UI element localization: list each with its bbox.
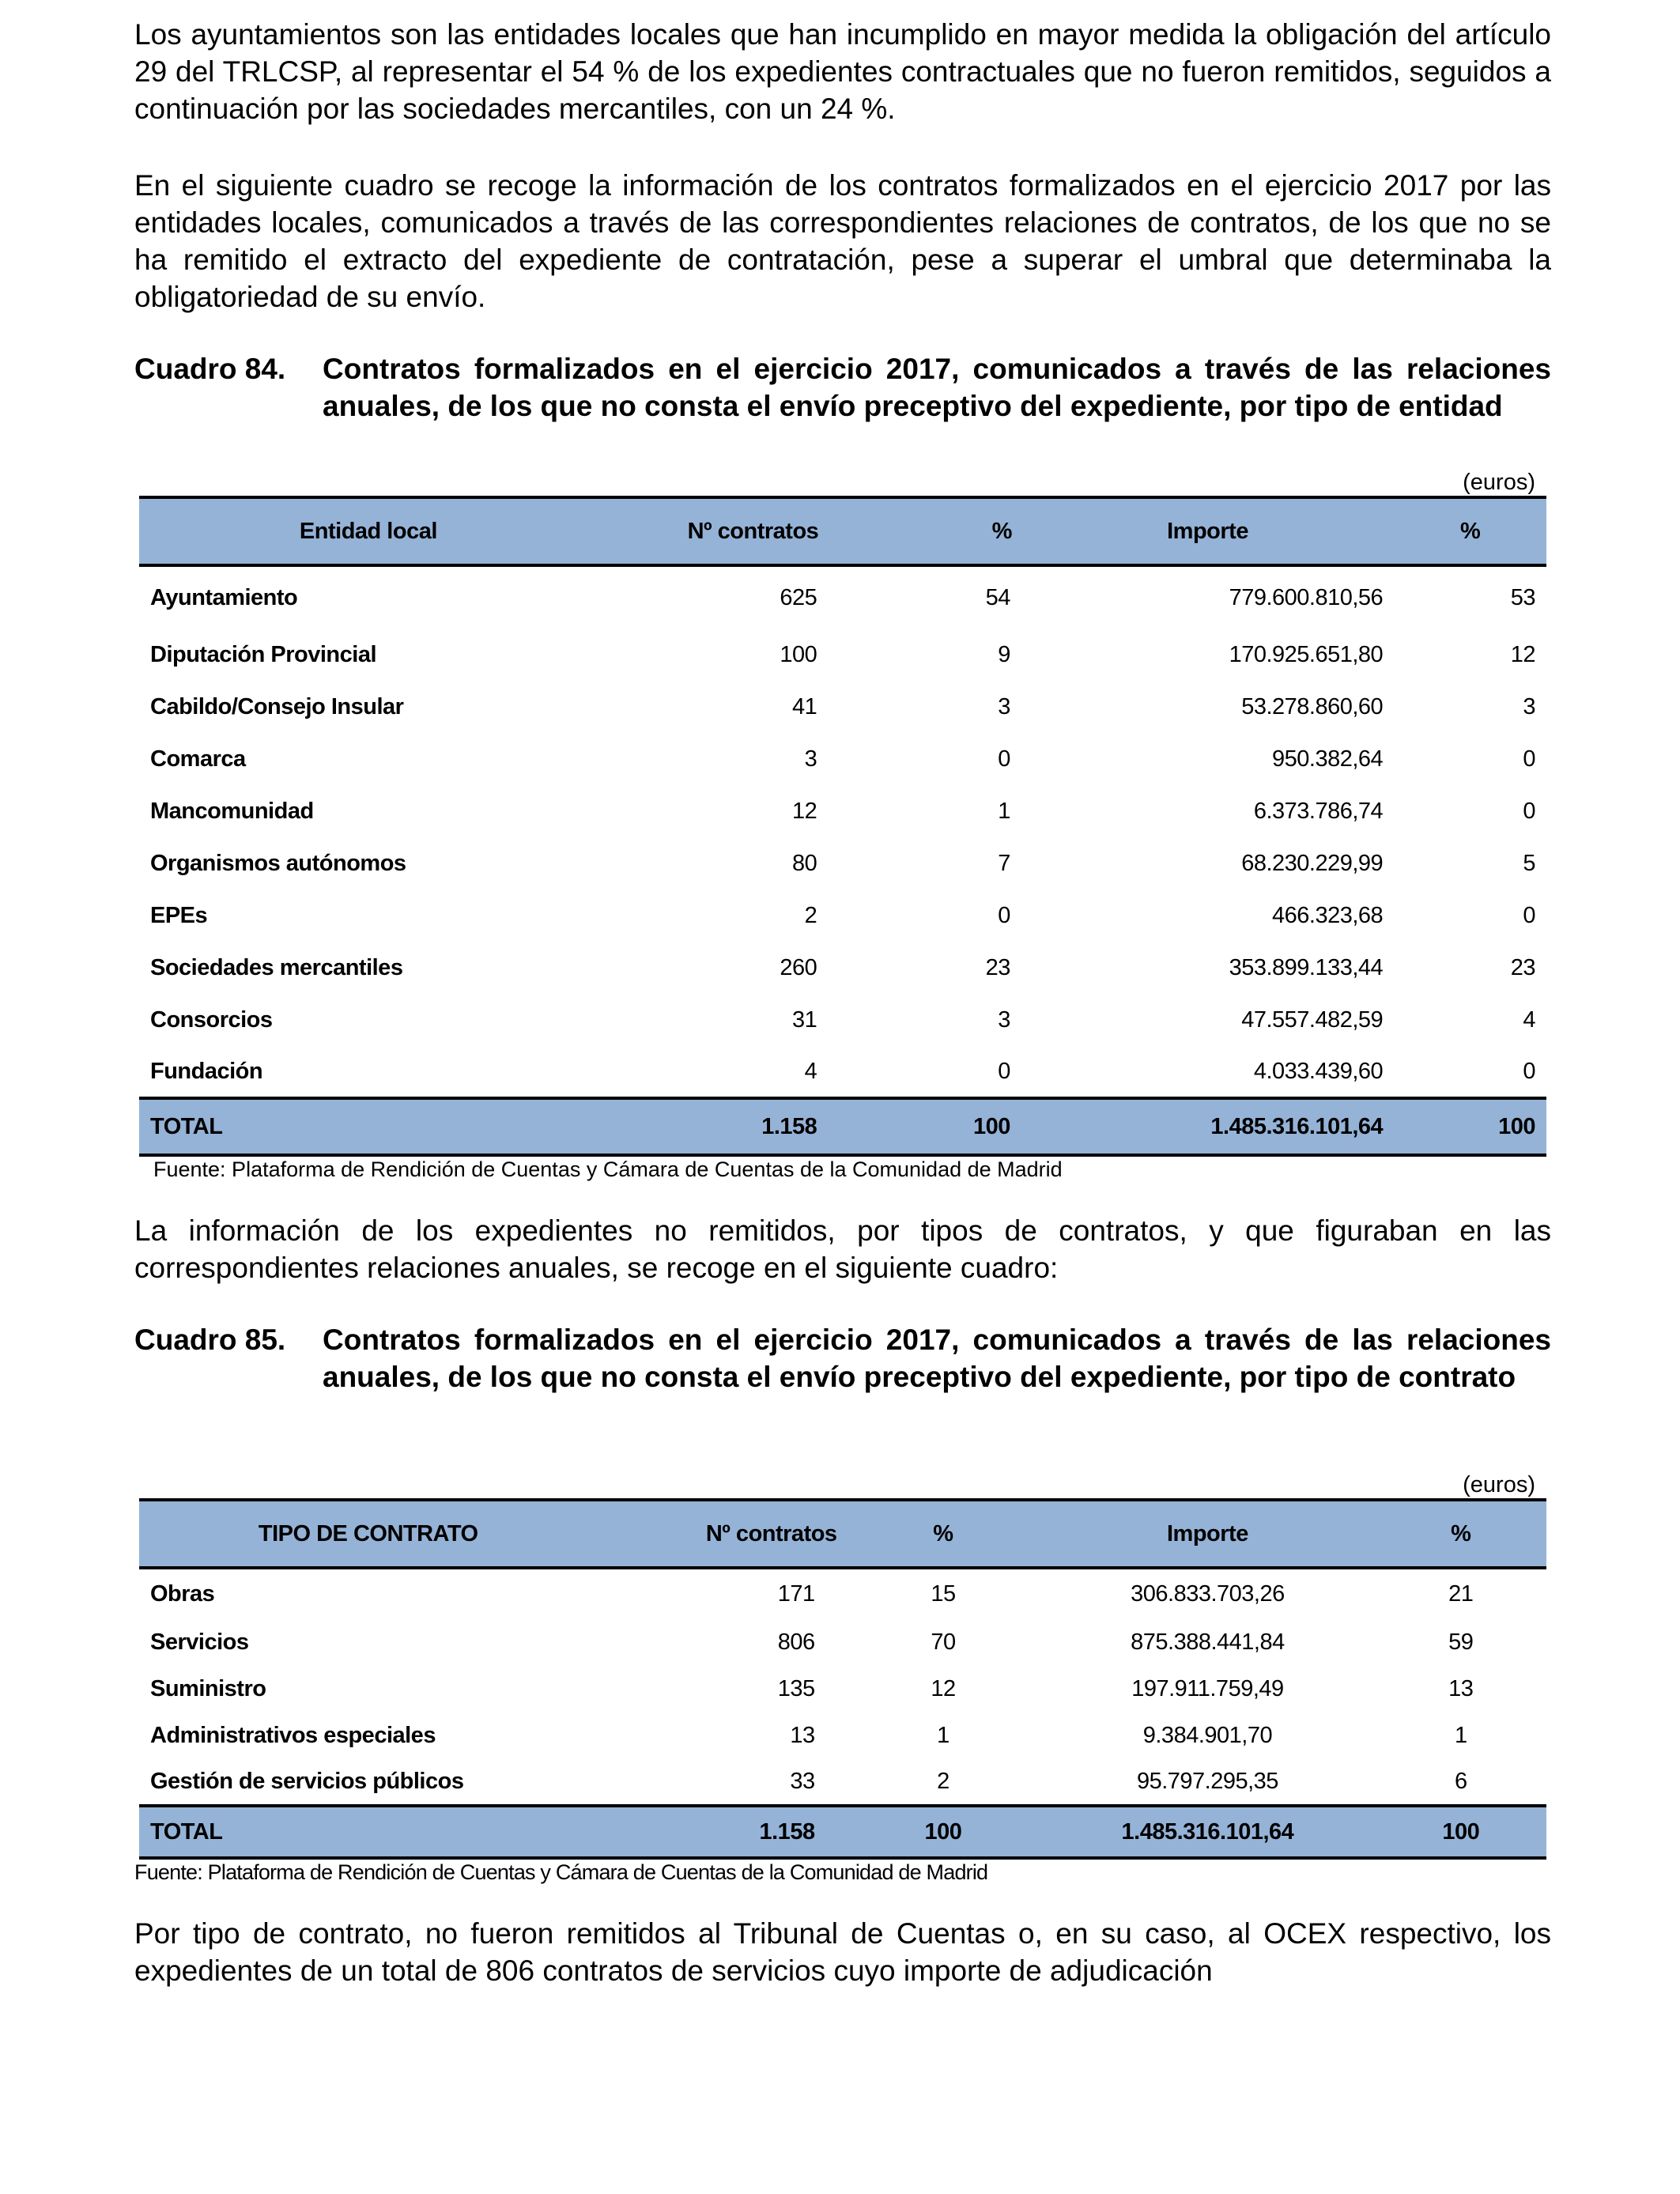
amount: 353.899.133,44 xyxy=(1229,954,1384,980)
amount: 6.373.786,74 xyxy=(1253,798,1384,824)
amount-pct: 0 xyxy=(1523,902,1535,928)
table-84-caption-number: Cuadro 84. xyxy=(134,353,286,385)
contracts-pct: 12 xyxy=(931,1676,956,1701)
col-header-pct-importe: % xyxy=(1394,497,1546,565)
col-header-pct-importe: % xyxy=(1376,1500,1546,1568)
row-label: EPEs xyxy=(150,902,208,928)
table-row xyxy=(139,889,1546,942)
row-label: Organismos autónomos xyxy=(150,850,406,876)
table-84-body xyxy=(139,565,1546,1155)
paragraph-3: La información de los expedientes no remitidos, por tipos de contratos, y que figuraban en las correspondientes relaciones anuales, se recoge en el siguiente cuadro: xyxy=(134,1214,1551,1284)
amount: 779.600.810,56 xyxy=(1229,584,1384,610)
table-85-caption-text: Contratos formalizados en el ejercicio 2017, comunicados a través de las relaciones anuales, de los que no consta el envío preceptivo del expediente, por tipo de contrato xyxy=(323,1324,1551,1393)
contracts-count: 171 xyxy=(777,1581,815,1607)
amount: 875.388.441,84 xyxy=(1131,1629,1285,1655)
table-row xyxy=(139,565,1546,629)
amount-pct: 53 xyxy=(1510,584,1535,610)
contracts-pct: 1 xyxy=(937,1723,949,1748)
row-label: Ayuntamiento xyxy=(150,584,298,610)
table-84 xyxy=(139,496,1546,1157)
contracts-pct: 23 xyxy=(985,954,1010,980)
total-amount: 1.485.316.101,64 xyxy=(1040,1806,1375,1858)
table-84-source: Fuente: Plataforma de Rendición de Cuentas y Cámara de Cuentas de la Comunidad de Madrid xyxy=(153,1157,1063,1181)
row-label: Administrativos especiales xyxy=(150,1723,436,1748)
contracts-count: 13 xyxy=(790,1723,815,1748)
col-header-pct-contratos: % xyxy=(828,497,1021,565)
col-header-pct-contratos: % xyxy=(847,1500,1040,1568)
contracts-pct: 9 xyxy=(998,641,1010,667)
contracts-count: 260 xyxy=(780,954,817,980)
col-header-importe: Importe xyxy=(1040,1500,1375,1568)
contracts-pct: 0 xyxy=(998,902,1010,928)
col-header-importe: Importe xyxy=(1021,497,1394,565)
contracts-count: 135 xyxy=(777,1676,815,1701)
table-row xyxy=(139,837,1546,889)
amount-pct: 3 xyxy=(1523,693,1535,719)
table-84-caption xyxy=(134,350,1551,425)
total-amount-pct: 100 xyxy=(1394,1098,1546,1155)
contracts-count: 3 xyxy=(804,746,817,772)
row-label: Comarca xyxy=(150,746,246,772)
col-header-contratos: Nº contratos xyxy=(598,497,828,565)
row-label: Mancomunidad xyxy=(150,798,314,824)
table-85-source: Fuente: Plataforma de Rendición de Cuentas y Cámara de Cuentas de la Comunidad de Madrid xyxy=(134,1860,988,1884)
contracts-count: 806 xyxy=(777,1629,815,1655)
table-header-row xyxy=(139,1500,1546,1568)
contracts-pct: 7 xyxy=(998,850,1010,876)
table-row xyxy=(139,1046,1546,1098)
table-header-row xyxy=(139,497,1546,565)
table-85-caption xyxy=(134,1321,1551,1395)
contracts-pct: 70 xyxy=(931,1629,956,1655)
total-row-label: TOTAL xyxy=(139,1098,598,1155)
table-85-unit: (euros) xyxy=(1463,1472,1535,1497)
amount: 95.797.295,35 xyxy=(1136,1769,1278,1794)
paragraph-2: En el siguiente cuadro se recoge la información de los contratos formalizados en el ejercicio 2017 por las entidades locales, comunicados a través de las correspondientes relaciones de contratos, de los que no se ha remitido el extracto del expediente de contratación, pese a superar el umbral que determinaba la obligatoriedad de su envío. xyxy=(134,169,1551,313)
amount: 9.384.901,70 xyxy=(1142,1723,1273,1748)
table-85 xyxy=(139,1498,1546,1860)
contracts-count: 12 xyxy=(792,798,817,824)
amount-pct: 6 xyxy=(1454,1769,1467,1794)
col-header-tipo: TIPO DE CONTRATO xyxy=(139,1500,597,1568)
amount: 950.382,64 xyxy=(1272,746,1384,772)
row-label: Sociedades mercantiles xyxy=(150,954,403,980)
table-84-unit: (euros) xyxy=(1463,470,1535,495)
amount: 466.323,68 xyxy=(1272,902,1384,928)
table-row xyxy=(139,1619,1546,1666)
row-label: Cabildo/Consejo Insular xyxy=(150,693,404,719)
amount-pct: 13 xyxy=(1448,1676,1474,1701)
amount-pct: 1 xyxy=(1454,1723,1467,1748)
table-84-caption-text: Contratos formalizados en el ejercicio 2017, comunicados a través de las relaciones anuales, de los que no consta el envío preceptivo del expediente, por tipo de entidad xyxy=(323,353,1551,422)
table-row xyxy=(139,1713,1546,1759)
contracts-pct: 3 xyxy=(998,693,1010,719)
contracts-pct: 1 xyxy=(998,798,1010,824)
table-row xyxy=(139,733,1546,785)
table-row xyxy=(139,1568,1546,1619)
contracts-count: 80 xyxy=(792,850,817,876)
table-total-row xyxy=(139,1806,1546,1858)
table-85-body xyxy=(139,1568,1546,1858)
contracts-pct: 15 xyxy=(931,1581,956,1607)
row-label: Fundación xyxy=(150,1058,263,1084)
amount-pct: 23 xyxy=(1510,954,1535,980)
table-row xyxy=(139,785,1546,837)
total-contracts-count: 1.158 xyxy=(598,1098,828,1155)
contracts-count: 33 xyxy=(790,1769,815,1794)
amount-pct: 5 xyxy=(1523,850,1535,876)
amount-pct: 0 xyxy=(1523,746,1535,772)
col-header-contratos: Nº contratos xyxy=(597,1500,846,1568)
amount: 197.911.759,49 xyxy=(1131,1676,1284,1701)
table-row xyxy=(139,1666,1546,1713)
contracts-count: 4 xyxy=(804,1058,817,1084)
amount: 4.033.439,60 xyxy=(1253,1058,1384,1084)
table-row xyxy=(139,629,1546,681)
amount-pct: 0 xyxy=(1523,1058,1535,1084)
total-amount: 1.485.316.101,64 xyxy=(1021,1098,1394,1155)
total-contracts-count: 1.158 xyxy=(597,1806,846,1858)
contracts-pct: 0 xyxy=(998,1058,1010,1084)
col-header-entidad: Entidad local xyxy=(139,497,598,565)
row-label: Gestión de servicios públicos xyxy=(150,1769,464,1794)
contracts-count: 41 xyxy=(792,693,817,719)
row-label: Consorcios xyxy=(150,1006,273,1033)
contracts-count: 625 xyxy=(780,584,817,610)
row-label: Servicios xyxy=(150,1629,249,1655)
table-row xyxy=(139,994,1546,1046)
amount: 306.833.703,26 xyxy=(1131,1581,1285,1607)
contracts-pct: 2 xyxy=(937,1769,949,1794)
row-label: Diputación Provincial xyxy=(150,641,376,667)
contracts-pct: 54 xyxy=(985,584,1010,610)
amount-pct: 59 xyxy=(1448,1629,1474,1655)
table-row xyxy=(139,681,1546,733)
amount-pct: 4 xyxy=(1523,1006,1535,1033)
amount-pct: 0 xyxy=(1523,798,1535,824)
amount: 170.925.651,80 xyxy=(1229,641,1384,667)
contracts-pct: 3 xyxy=(998,1006,1010,1033)
total-row-label: TOTAL xyxy=(139,1806,597,1858)
contracts-count: 31 xyxy=(792,1006,817,1033)
amount: 47.557.482,59 xyxy=(1241,1006,1384,1033)
amount-pct: 12 xyxy=(1510,641,1535,667)
table-row xyxy=(139,942,1546,994)
total-contracts-pct: 100 xyxy=(828,1098,1021,1155)
table-row xyxy=(139,1759,1546,1806)
contracts-count: 100 xyxy=(780,641,817,667)
amount: 68.230.229,99 xyxy=(1241,850,1384,876)
amount-pct: 21 xyxy=(1448,1581,1474,1607)
contracts-count: 2 xyxy=(804,902,817,928)
row-label: Obras xyxy=(150,1581,215,1607)
contracts-pct: 0 xyxy=(998,746,1010,772)
table-85-caption-number: Cuadro 85. xyxy=(134,1324,286,1356)
total-amount-pct: 100 xyxy=(1376,1806,1546,1858)
amount: 53.278.860,60 xyxy=(1241,693,1384,719)
total-contracts-pct: 100 xyxy=(847,1806,1040,1858)
document-content xyxy=(134,16,1551,1989)
paragraph-1: Los ayuntamientos son las entidades locales que han incumplido en mayor medida la obligación del artículo 29 del TRLCSP, al representar el 54 % de los expedientes contractuales que no fueron remitidos, seguidos a continuación por las sociedades mercantiles, con un 24 %. xyxy=(134,18,1551,125)
paragraph-4: Por tipo de contrato, no fueron remitidos al Tribunal de Cuentas o, en su caso, al OCEX respectivo, los expedientes de un total de 806 contratos de servicios cuyo importe de adjudicación xyxy=(134,1917,1551,1987)
table-total-row xyxy=(139,1098,1546,1155)
row-label: Suministro xyxy=(150,1676,266,1701)
